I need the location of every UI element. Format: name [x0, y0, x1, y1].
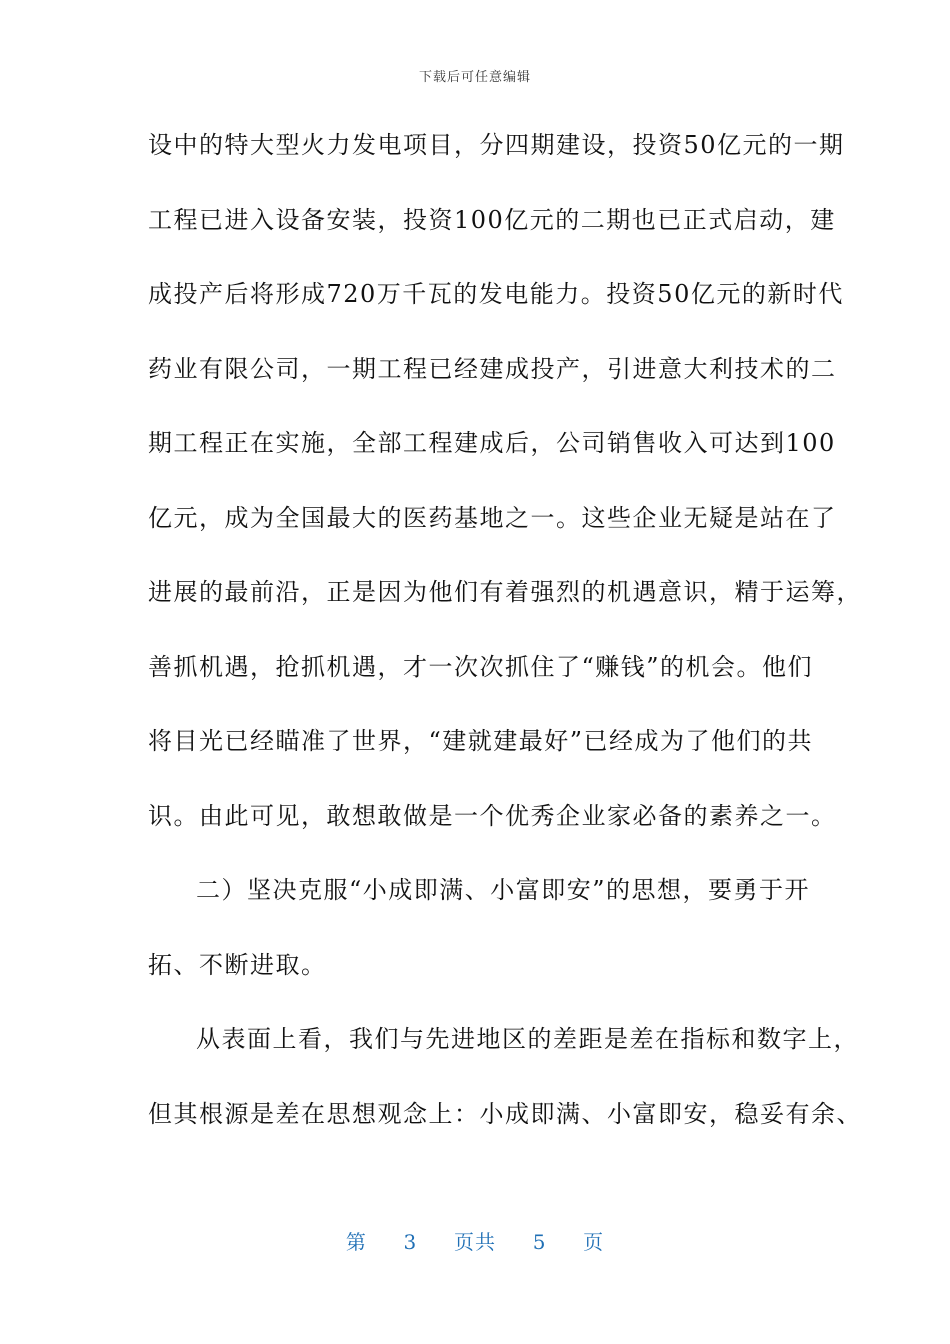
body-line-9: 将目光已经瞄准了世界，“建就建最好”已经成为了他们的共: [148, 727, 814, 755]
body-line-10: 识。由此可见，敢想敢做是一个优秀企业家必备的素养之一。: [148, 801, 837, 830]
footer-suffix: 页: [583, 1230, 605, 1254]
body-line-2: 工程已进入设备安装，投资100亿元的二期也已正式启动，建: [148, 205, 836, 234]
body-line-8: 善抓机遇，抢抓机遇，才一次次抓住了“赚钱”的机会。他们: [148, 652, 814, 681]
body-line-4: 药业有限公司，一期工程已经建成投产，引进意大利技术的二: [148, 354, 837, 383]
footer-middle: 页共: [454, 1230, 496, 1254]
section-heading-line-1: 二）坚决克服“小成即满、小富即安”的思想，要勇于开: [196, 876, 811, 904]
footer-prefix: 第: [345, 1230, 367, 1254]
page-footer: [0, 1226, 950, 1255]
document-body: [148, 120, 862, 1163]
total-pages-number: 5: [532, 1230, 547, 1254]
body-line-1: 设中的特大型火力发电项目，分四期建设，投资50亿元的一期: [148, 131, 845, 159]
section-heading-line-2: 拓、不断进取。: [148, 950, 327, 979]
body-line-3: 成投产后将形成720万千瓦的发电能力。投资50亿元的新时代: [148, 280, 844, 308]
body-line-5: 期工程正在实施，全部工程建成后，公司销售收入可达到100: [148, 429, 836, 457]
body-line-7: 进展的最前沿，正是因为他们有着强烈的机遇意识，精于运筹，: [148, 578, 862, 606]
body-line-14: 但其根源是差在思想观念上：小成即满、小富即安，稳妥有余、: [148, 1099, 862, 1128]
current-page-number: 3: [403, 1230, 418, 1254]
body-line-6: 亿元，成为全国最大的医药基地之一。这些企业无疑是站在了: [148, 503, 837, 532]
page-header: 下载后可任意编辑: [418, 70, 531, 85]
body-line-13: 从表面上看，我们与先进地区的差距是差在指标和数字上，: [196, 1025, 859, 1053]
